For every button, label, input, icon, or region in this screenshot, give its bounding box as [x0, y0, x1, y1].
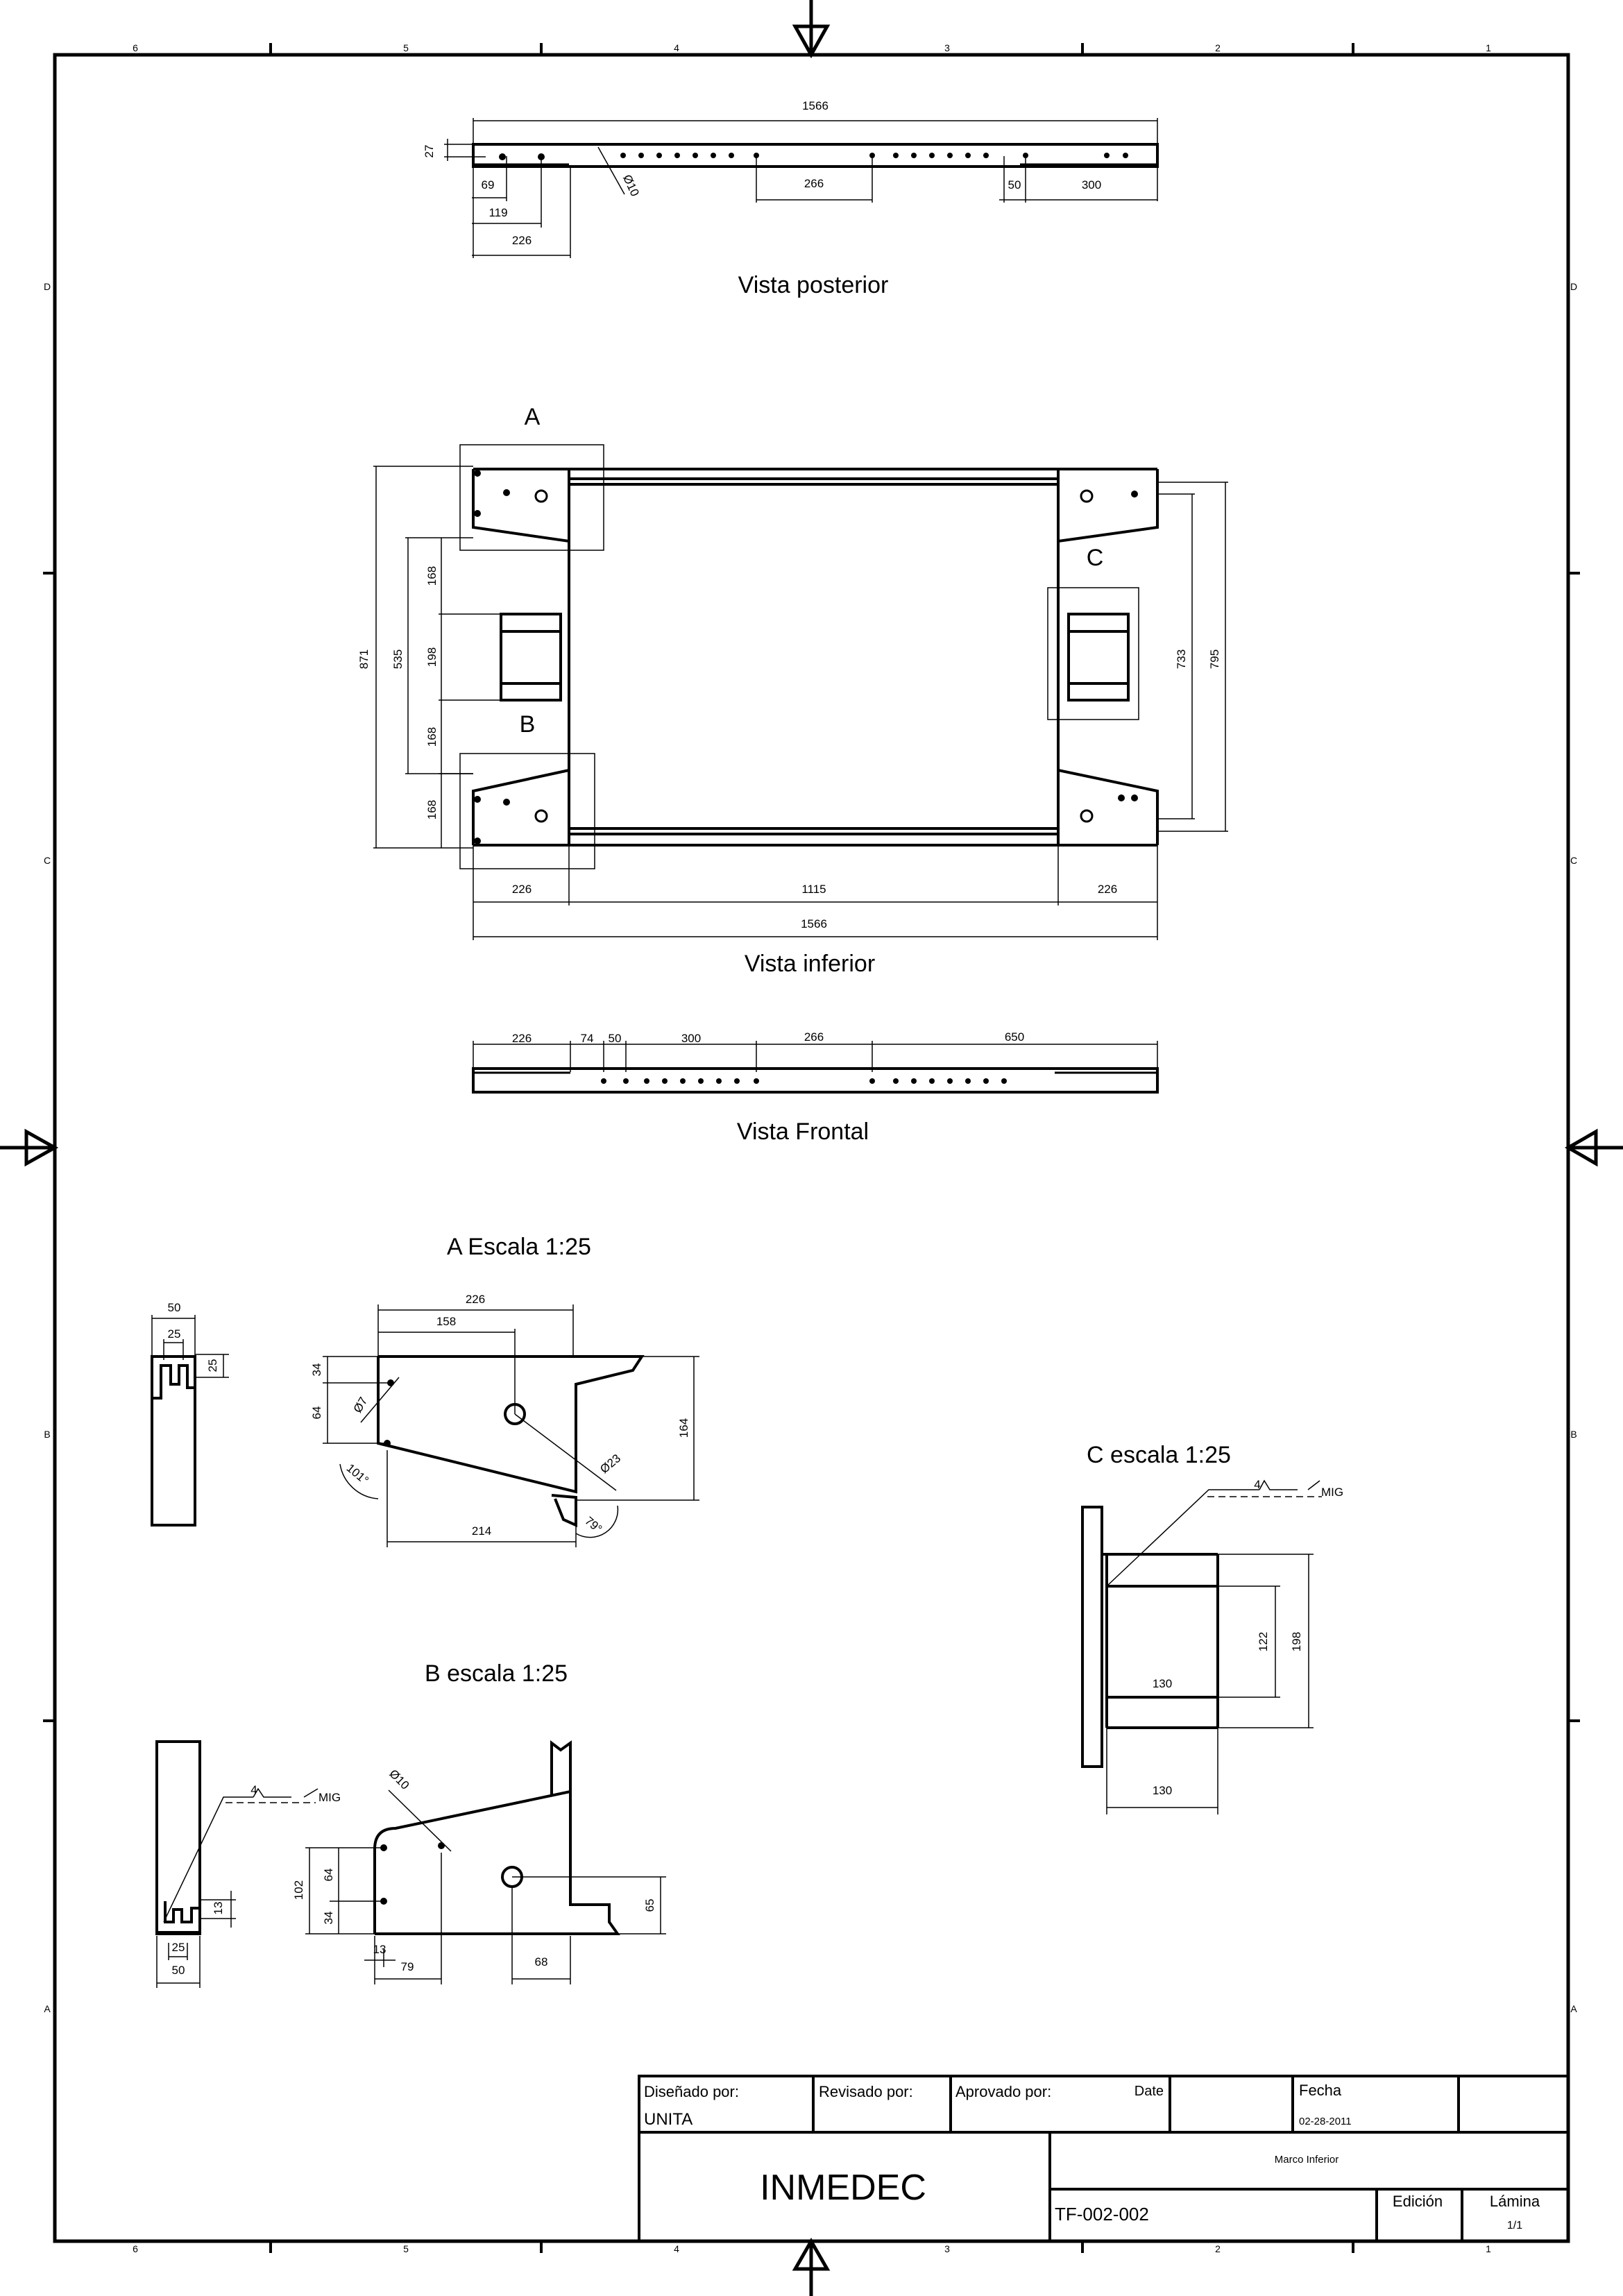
dim-posterior-hole: Ø10 [620, 172, 642, 198]
dim-c-122: 122 [1257, 1631, 1270, 1652]
dim-posterior-266: 266 [804, 177, 824, 190]
detail-a [152, 1234, 699, 1547]
approved-by-label: Aprovado por: [955, 2083, 1052, 2100]
edition-label: Edición [1392, 2193, 1443, 2210]
dim-c-198: 198 [1290, 1631, 1303, 1652]
dim-inferior-1566: 1566 [801, 917, 827, 930]
detail-label-a: A [524, 404, 541, 430]
dim-frontal-226: 226 [511, 1032, 532, 1045]
view-title-inferior: Vista inferior [744, 951, 876, 977]
zone-row-d-left: D [43, 281, 51, 292]
dim-a-side-50: 50 [167, 1301, 181, 1314]
view-inferior [357, 404, 1228, 977]
fecha-label: Fecha [1299, 2082, 1342, 2099]
zone-col-5-bottom: 5 [403, 2243, 409, 2254]
view-posterior [423, 99, 1157, 298]
dim-b-mig: MIG [318, 1791, 341, 1804]
sheet-label: Lámina [1489, 2193, 1540, 2210]
dim-b-64: 64 [322, 1868, 335, 1882]
dim-inferior-733: 733 [1175, 649, 1188, 670]
dim-a-101: 101° [343, 1461, 371, 1488]
dim-b-65: 65 [643, 1898, 656, 1912]
dim-frontal-266: 266 [804, 1030, 824, 1044]
zone-row-a-left: A [44, 2003, 51, 2014]
dim-posterior-300: 300 [1081, 178, 1102, 192]
zone-col-3-top: 3 [944, 42, 950, 53]
dim-inferior-795: 795 [1208, 649, 1221, 670]
dim-inferior-535: 535 [391, 649, 405, 670]
date-label: Date [1134, 2084, 1164, 2099]
dim-b-weld-4: 4 [250, 1783, 257, 1796]
dim-inferior-168b: 168 [425, 726, 439, 747]
zone-row-c-left: C [43, 855, 51, 866]
view-title-detail-b: B escala 1:25 [424, 1660, 568, 1687]
zone-row-a-right: A [1570, 2003, 1577, 2014]
view-title-detail-c: C escala 1:25 [1087, 1442, 1231, 1468]
dim-inferior-871: 871 [357, 649, 371, 670]
view-frontal [473, 1030, 1157, 1145]
company-name: INMEDEC [760, 2168, 926, 2208]
reviewed-by-label: Revisado por: [819, 2083, 913, 2100]
detail-c [1082, 1442, 1343, 1814]
view-title-detail-a: A Escala 1:25 [447, 1234, 591, 1260]
zone-col-5-top: 5 [403, 42, 409, 53]
dim-posterior-50: 50 [1008, 178, 1021, 192]
dim-posterior-69: 69 [481, 178, 495, 192]
zone-col-2-bottom: 2 [1215, 2243, 1221, 2254]
dim-b-25: 25 [171, 1941, 185, 1954]
dim-c-weld-4: 4 [1254, 1478, 1261, 1491]
zone-col-1-bottom: 1 [1486, 2243, 1491, 2254]
dim-a-34: 34 [310, 1363, 323, 1377]
zone-col-6-bottom: 6 [133, 2243, 138, 2254]
dim-inferior-226-left: 226 [511, 883, 532, 896]
zone-labels [44, 42, 1577, 2254]
zone-row-c-right: C [1570, 855, 1578, 866]
dim-a-side-25h: 25 [206, 1359, 219, 1372]
dim-posterior-226: 226 [511, 234, 532, 247]
dim-inferior-168a: 168 [425, 566, 439, 586]
dim-a-164: 164 [677, 1418, 690, 1438]
dim-posterior-27: 27 [423, 144, 436, 158]
dim-a-158: 158 [436, 1315, 457, 1328]
dim-frontal-50: 50 [608, 1032, 622, 1045]
dim-posterior-total: 1566 [802, 99, 829, 112]
drawing-title: Marco Inferior [1274, 2154, 1339, 2166]
dim-b-13b: 13 [373, 1943, 386, 1956]
dim-a-side-25: 25 [167, 1327, 181, 1341]
dim-b-10: Ø10 [386, 1767, 412, 1792]
dim-c-130b: 130 [1152, 1784, 1173, 1797]
dim-b-79: 79 [400, 1960, 414, 1973]
dim-b-50: 50 [171, 1964, 185, 1977]
sheet-value: 1/1 [1506, 2220, 1523, 2231]
dim-a-7: Ø7 [350, 1395, 371, 1415]
dim-frontal-650: 650 [1004, 1030, 1025, 1044]
dim-b-68: 68 [534, 1955, 548, 1968]
dim-inferior-168c: 168 [425, 799, 439, 820]
dim-c-130a: 130 [1152, 1677, 1173, 1690]
detail-b [157, 1660, 666, 1988]
dim-posterior-119: 119 [488, 206, 508, 219]
dim-a-226: 226 [465, 1293, 486, 1306]
dim-inferior-198: 198 [425, 647, 439, 667]
dim-inferior-226-right: 226 [1097, 883, 1118, 896]
zone-col-4-bottom: 4 [674, 2243, 679, 2254]
view-title-posterior: Vista posterior [738, 272, 889, 298]
view-title-frontal: Vista Frontal [736, 1119, 869, 1145]
fecha-value: 02-28-2011 [1299, 2116, 1352, 2127]
dim-b-34: 34 [322, 1911, 335, 1925]
zone-row-d-right: D [1570, 281, 1578, 292]
zone-col-2-top: 2 [1215, 42, 1221, 53]
zone-col-3-bottom: 3 [944, 2243, 950, 2254]
detail-label-b: B [519, 711, 536, 738]
dim-inferior-1115: 1115 [801, 883, 826, 896]
dim-b-102: 102 [292, 1880, 305, 1900]
dim-frontal-300: 300 [681, 1032, 702, 1045]
dim-c-mig: MIG [1320, 1486, 1344, 1499]
dim-a-214: 214 [471, 1524, 492, 1538]
zone-col-1-top: 1 [1486, 42, 1491, 53]
dim-b-13: 13 [212, 1901, 225, 1915]
dim-a-79: 79° [582, 1514, 605, 1536]
zone-row-b-left: B [44, 1429, 51, 1440]
designed-by-value: UNITA [644, 2110, 693, 2129]
dim-a-64: 64 [310, 1406, 323, 1420]
drawing-number: TF-002-002 [1055, 2204, 1149, 2225]
detail-label-c: C [1086, 545, 1104, 571]
zone-row-b-right: B [1570, 1429, 1577, 1440]
sheet-frame [43, 43, 1580, 2253]
dim-a-23: Ø23 [597, 1452, 624, 1477]
designed-by-label: Diseñado por: [644, 2083, 739, 2100]
dim-frontal-74: 74 [580, 1032, 594, 1045]
zone-col-6-top: 6 [133, 42, 138, 53]
title-block [639, 2076, 1568, 2241]
zone-col-4-top: 4 [674, 42, 679, 53]
